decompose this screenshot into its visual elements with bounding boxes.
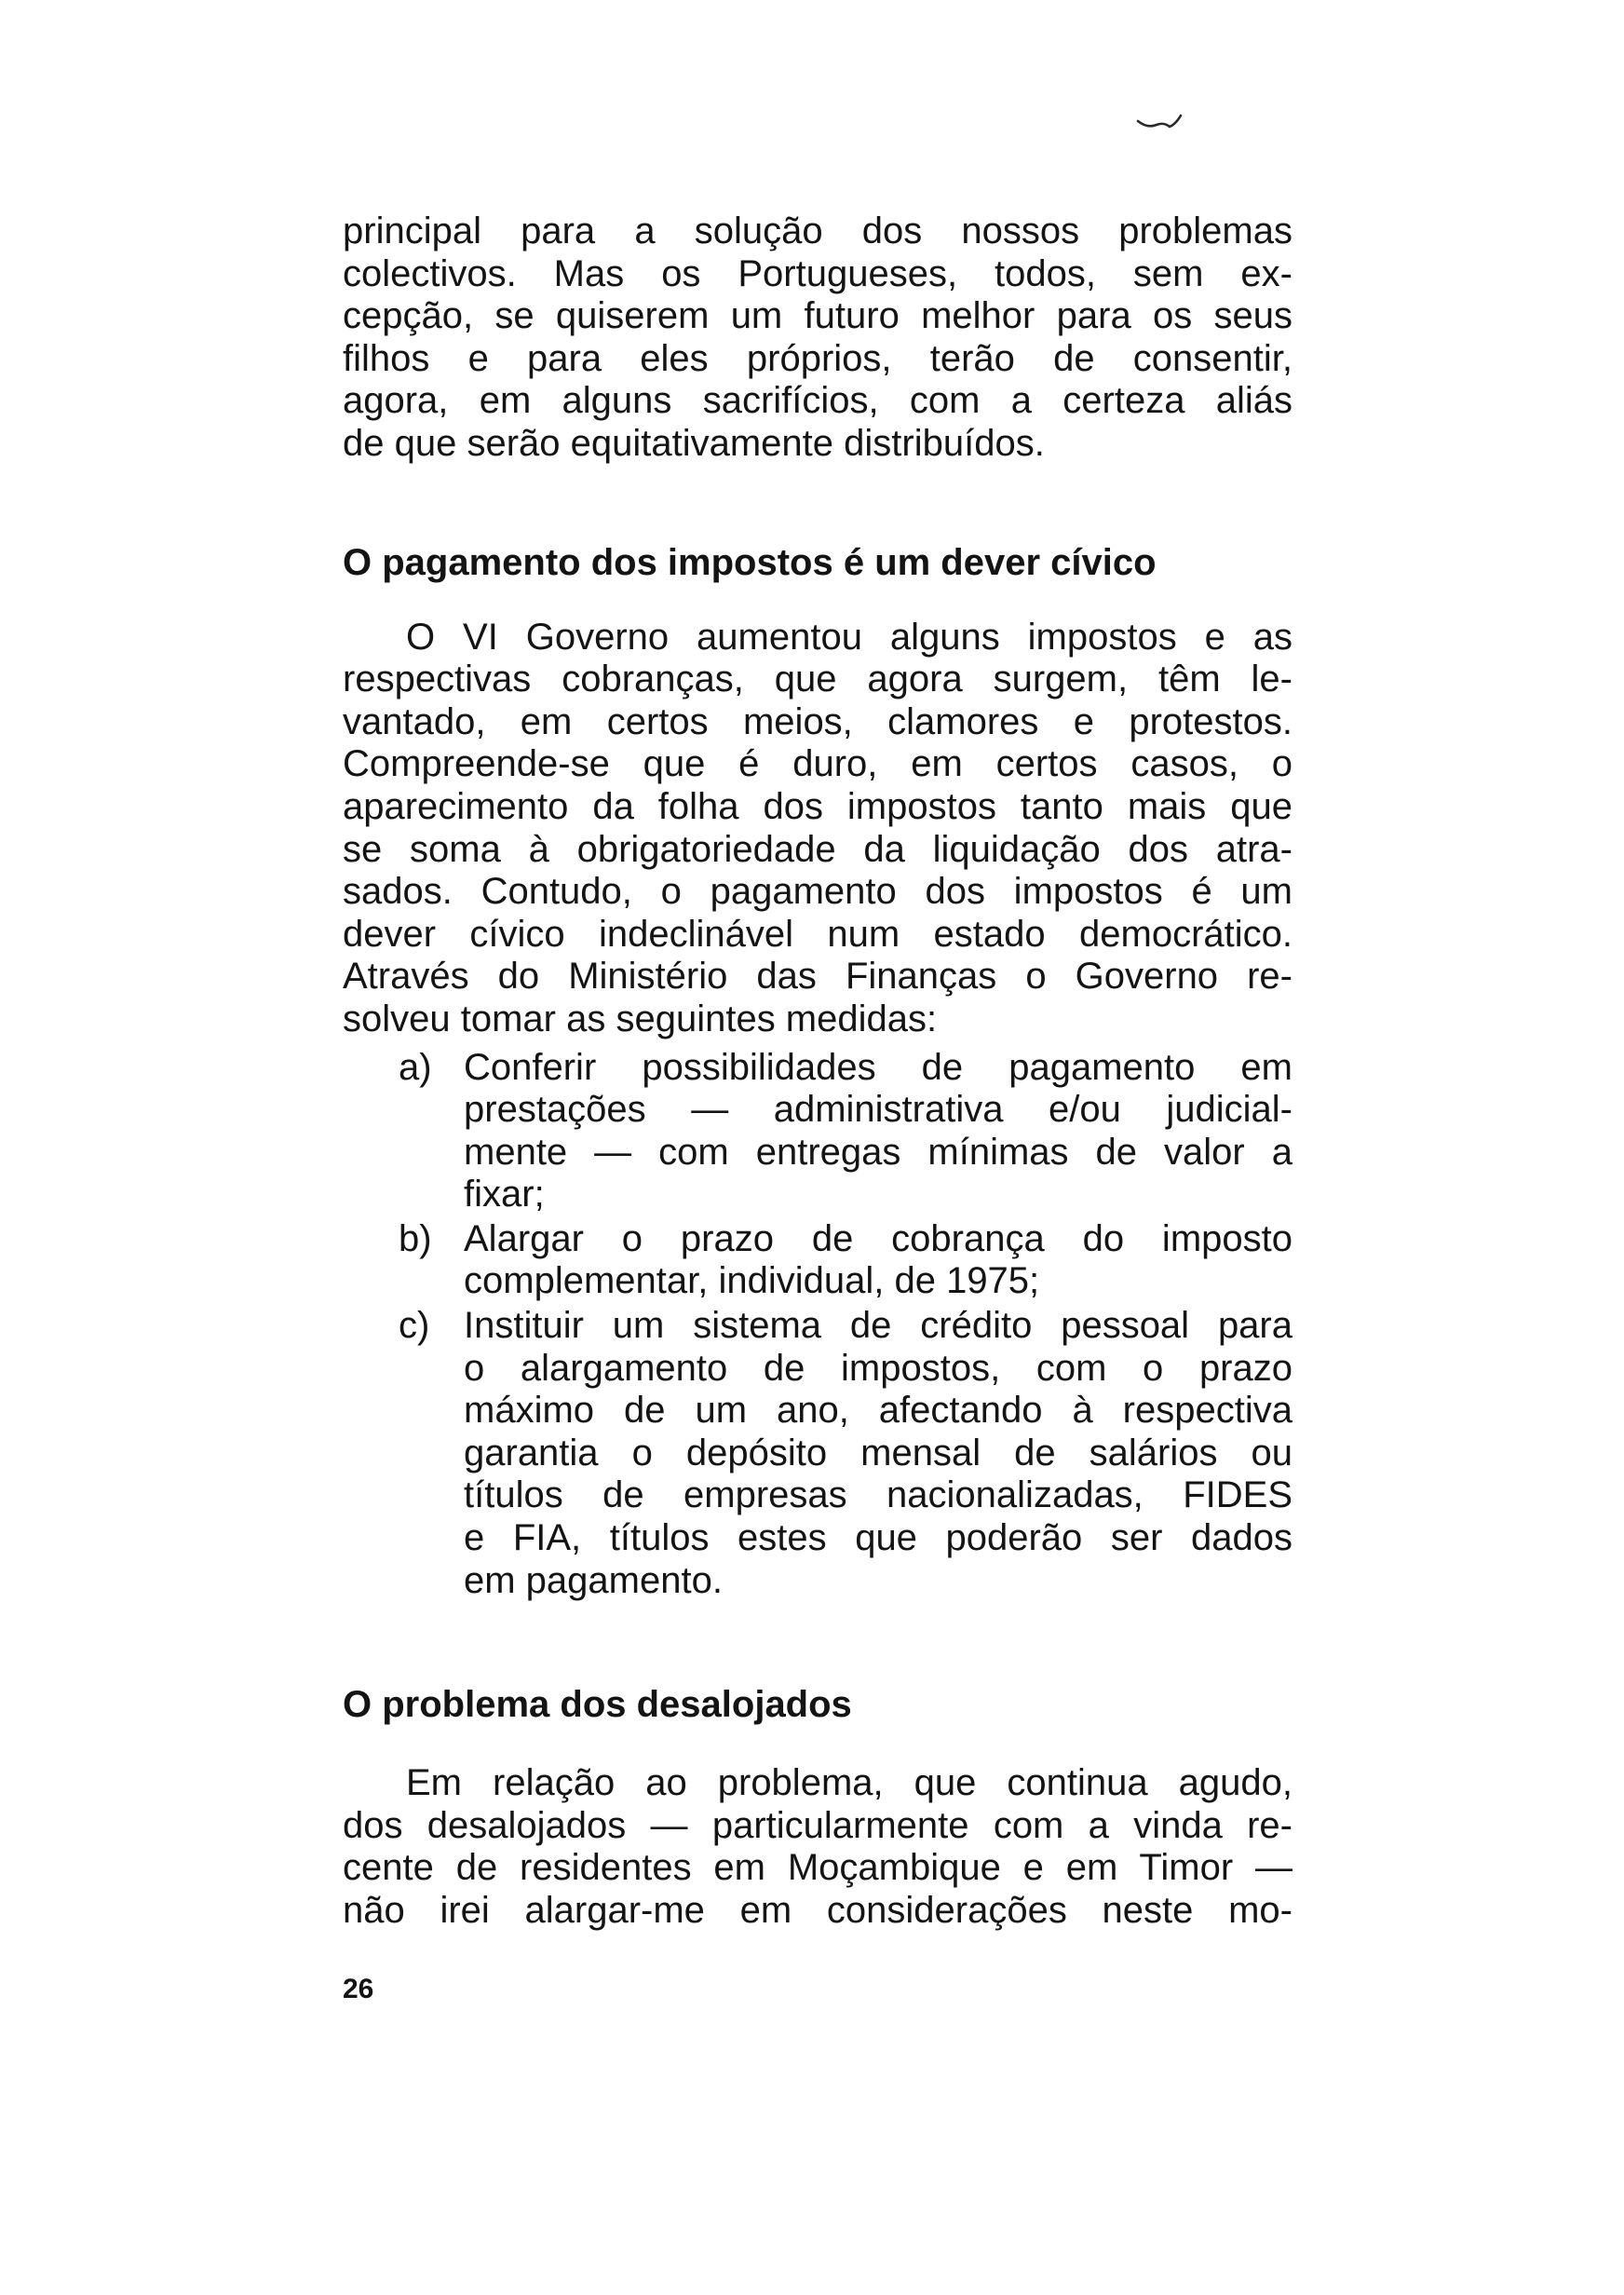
paragraph-line: vantado, em certos meios, clamores e protestos. (343, 700, 1292, 742)
list-item-a (343, 1047, 1292, 1216)
section-heading-taxes: O pagamento dos impostos é um dever cívico (343, 541, 1157, 583)
paragraph-line: sados. Contudo, o pagamento dos impostos é um (343, 871, 1292, 913)
page-number: 26 (343, 1974, 374, 2004)
paragraph-line: cente de residentes em Moçambique e em Timor — (343, 1847, 1292, 1889)
list-line: prestações — administrativa e/ou judicial- (464, 1089, 1292, 1131)
paragraph-line: Compreende-se que é duro, em certos casos, o (343, 743, 1292, 785)
list-marker: b) (399, 1217, 432, 1259)
list-line: o alargamento de impostos, com o prazo (464, 1347, 1292, 1389)
list-line: Alargar o prazo de cobrança do imposto (464, 1217, 1292, 1259)
paragraph-line: dos desalojados — particularmente com a vinda re- (343, 1804, 1292, 1846)
list-item-c (343, 1305, 1292, 1602)
taxes-paragraph (343, 617, 1292, 1041)
list-line: complementar, individual, de 1975; (464, 1260, 1040, 1302)
paragraph-line: aparecimento da folha dos impostos tanto mais que (343, 785, 1292, 827)
paragraph-line: colectivos. Mas os Portugueses, todos, sem ex- (343, 252, 1292, 294)
list-item-b (343, 1218, 1292, 1303)
paragraph-line: não irei alargar-me em considerações neste mo- (343, 1890, 1292, 1931)
ink-mark (1134, 112, 1184, 136)
paragraph-line: cepção, se quiserem um futuro melhor para os seus (343, 295, 1292, 337)
displaced-paragraph (343, 1762, 1292, 1932)
list-line: e FIA, títulos estes que poderão ser dados (464, 1517, 1292, 1559)
measures-list (343, 1047, 1292, 1603)
list-line: em pagamento. (464, 1559, 723, 1601)
list-line: Conferir possibilidades de pagamento em (464, 1046, 1292, 1088)
list-line: Instituir um sistema de crédito pessoal para (464, 1305, 1292, 1347)
paragraph-line: principal para a solução dos nossos problemas (343, 210, 1292, 251)
top-paragraph (343, 210, 1292, 466)
paragraph-line: Em relação ao problema, que continua agudo, (406, 1762, 1292, 1804)
paragraph-line: filhos e para eles próprios, terão de consentir, (343, 337, 1292, 379)
paragraph-line: agora, em alguns sacrifícios, com a certeza aliás (343, 380, 1292, 422)
list-line: títulos de empresas nacionalizadas, FIDES (464, 1474, 1292, 1516)
paragraph-line: respectivas cobranças, que agora surgem, têm le- (343, 659, 1292, 700)
paragraph-line: O VI Governo aumentou alguns impostos e as (406, 616, 1292, 658)
text-column (343, 210, 1292, 1933)
list-marker: a) (399, 1046, 432, 1088)
paragraph-line: se soma à obrigatoriedade da liquidação dos atra- (343, 828, 1292, 870)
paragraph-line: solveu tomar as seguintes medidas: (343, 998, 938, 1039)
paragraph-line: de que serão equitativamente distribuídos. (343, 422, 1045, 464)
paragraph-line: dever cívico indeclinável num estado democrático. (343, 913, 1292, 955)
list-line: garantia o depósito mensal de salários ou (464, 1432, 1292, 1473)
list-line: máximo de um ano, afectando à respectiva (464, 1390, 1292, 1432)
list-line: mente — com entregas mínimas de valor a (464, 1131, 1292, 1173)
list-marker: c) (399, 1305, 430, 1347)
list-line: fixar; (464, 1174, 545, 1215)
section-heading-displaced: O problema dos desalojados (343, 1684, 852, 1726)
paragraph-line: Através do Ministério das Finanças o Governo re- (343, 956, 1292, 998)
